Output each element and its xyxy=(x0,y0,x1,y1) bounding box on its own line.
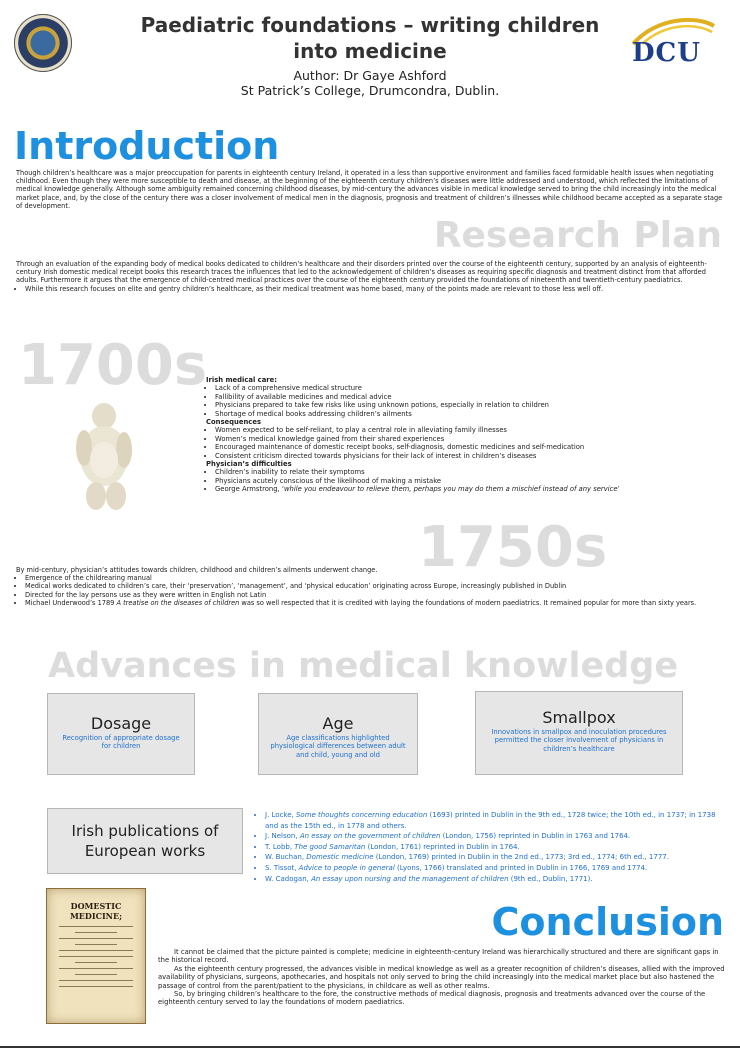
pub-title: Some thoughts concerning education xyxy=(295,811,428,819)
bottom-divider xyxy=(0,1046,740,1048)
list-item xyxy=(265,810,729,831)
list-item: • Women’s medical knowledge gained from their shared experiences xyxy=(215,435,726,443)
smallpox-box xyxy=(475,691,683,775)
list-item: • Physicians prepared to take few risks like using unknown potions, especially in relation to children xyxy=(215,401,726,409)
list-item: • Children’s inability to relate their symptoms xyxy=(215,468,726,476)
dcu-logo xyxy=(628,14,718,70)
underwood-suffix: was so well respected that it is credited with laying the foundations of modern paediatrics. It remained popular for more than sixty years. xyxy=(239,598,697,607)
list-item xyxy=(265,852,729,863)
underwood-prefix: Michael Underwood’s 1789 xyxy=(25,598,117,607)
pub-title: The good Samaritan xyxy=(294,842,366,851)
pub-details: (London, 1761) reprinted in Dublin in 1764. xyxy=(365,842,520,851)
book-title: DOMESTIC MEDICINE; xyxy=(69,901,123,921)
list-item: • Physicians acutely conscious of the likelihood of making a mistake xyxy=(215,477,726,485)
dosage-text: Recognition of appropriate dosage for children xyxy=(62,734,180,751)
heading-1750s: 1750s xyxy=(418,515,608,580)
list-item: • Medical works dedicated to children’s care, their ‘preservation’, ‘management’, and ‘physical education’ originating across Europe, increasingly published in Dublin xyxy=(25,582,728,590)
irish-publications-box xyxy=(47,808,243,874)
pub-title: An essay upon nursing and the management of children xyxy=(311,874,509,883)
advances-heading: Advances in medical knowledge xyxy=(48,646,679,686)
underwood-item xyxy=(25,599,728,607)
child-sculpture-image xyxy=(64,400,146,512)
pub-author: J. Locke, xyxy=(265,811,296,819)
consequences-title: Consequences xyxy=(206,418,261,427)
smallpox-text: Innovations in smallpox and inoculation procedures permitted the closer involvement of physicians in children’s healthcare xyxy=(491,728,667,753)
pub-details: (London, 1769) printed in Dublin in the 2nd ed., 1773; 3rd ed., 1774; 6th ed., 1777. xyxy=(373,853,669,862)
quote-suffix: ’ xyxy=(617,485,620,494)
conclusion-paragraph: It cannot be claimed that the picture painted is complete; medicine in eighteenth-century Ireland was hierarchically structured and there are significant gaps in the historical record. xyxy=(158,948,719,965)
quote-text: while you endeavour to relieve them, perhaps you may do them a mischief instead of any service xyxy=(284,485,618,494)
title-line-2: into medicine xyxy=(293,39,447,63)
age-title: Age xyxy=(322,714,354,733)
pub-details: (London, 1756) reprinted in Dublin in 1763 and 1764. xyxy=(440,832,631,841)
list-item: • Women expected to be self-reliant, to play a central role in alleviating family illnesses xyxy=(215,426,726,434)
pub-details: (9th ed., Dublin, 1771). xyxy=(508,874,593,883)
heading-1700s: 1700s xyxy=(18,333,208,398)
conclusion-paragraph: As the eighteenth century progressed, the advances visible in medical knowledge as well as a greater recognition of children’s diseases, allied with the improved availability of physicians, surgeons, apothecaries, and hospitals not only served to bring the child increasingly into the medical market place but also hastened the passage of control from the parent/patient to the physicians, in childcare as well as other realms. xyxy=(158,964,725,990)
1700s-list xyxy=(206,376,726,494)
research-plan-block xyxy=(16,260,728,293)
dosage-title: Dosage xyxy=(90,714,152,733)
quote-prefix: George Armstrong, ‘ xyxy=(215,485,284,494)
list-item: • Encouraged maintenance of domestic receipt books, self-diagnosis, domestic medicines and self-medication xyxy=(215,443,726,451)
pub-author: W. Buchan, xyxy=(265,853,307,862)
introduction-heading: Introduction xyxy=(14,124,280,168)
research-plan-text: Through an evaluation of the expanding body of medical books dedicated to children’s healthcare and their disorders printed over the course of the eighteenth century, supported by an analysis of eighteenth-century Irish domestic medical receipt books this research traces the influences that led to the acknowledgement of children’s diseases as requiring specific diagnosis and treatment distinct from that afforded adults. Furthermore it argues that the emergence of child-centred medical practices over the course of the eighteenth century provided the foundations of nineteenth and twentieth-century paediatrics. xyxy=(16,260,707,285)
list-item: • Emergence of the childrearing manual xyxy=(25,574,728,582)
list-item: • Directed for the lay persons use as they were written in English not Latin xyxy=(25,591,728,599)
list-item: • Consistent criticism directed towards physicians for their lack of interest in children’s diseases xyxy=(215,452,726,460)
dcu-logo-text: DCU xyxy=(632,38,701,68)
introduction-text: Though children’s healthcare was a major preoccupation for parents in eighteenth century Ireland, it operated in a less than supportive environment and families faced formidable health issues when negotiating childhood. Even though they were more susceptible to death and disease, at the beginning of the eighteenth century children’s diseases were little addressed and understood, which reflected the limitations of medical knowledge generally. Although some ambiguity remained concerning childhood diseases, by mid-century the advances visible in medical knowledge served to bring the child increasingly into the medical market place, and, by the close of the century there was a closer involvement of medical men in the diagnosis, prognosis and treatment of children’s illnesses while childhood became accepted as a separate stage of development. xyxy=(16,169,723,210)
author-block xyxy=(110,68,630,98)
publications-list xyxy=(255,810,729,884)
author-affiliation: St Patrick’s College, Drumcondra, Dublin. xyxy=(240,83,500,98)
pub-author: J. Nelson, xyxy=(265,832,300,841)
list-item xyxy=(265,874,729,885)
research-plan-heading: Research Plan xyxy=(433,215,722,256)
pub-title: An essay on the government of children xyxy=(299,832,441,841)
dosage-box xyxy=(47,693,195,775)
research-plan-bullet: • While this research focuses on elite and gentry children’s healthcare, as their medical treatment was home based, many of the points made are relevant to those less well off. xyxy=(25,285,728,293)
smallpox-title: Smallpox xyxy=(542,708,616,727)
list-item xyxy=(265,863,729,874)
physicians-difficulties-title: Physician’s difficulties xyxy=(206,460,292,469)
conclusion-heading: Conclusion xyxy=(491,900,724,944)
irish-medical-care-title: Irish medical care: xyxy=(206,376,277,384)
title-line-1: Paediatric foundations – writing children xyxy=(140,13,600,37)
pub-title: Domestic medicine xyxy=(306,853,374,862)
list-item: • Lack of a comprehensive medical structure xyxy=(215,384,726,392)
college-seal-logo xyxy=(14,14,72,72)
1750s-block xyxy=(16,566,728,607)
armstrong-quote xyxy=(215,485,726,493)
underwood-title: A treatise on the diseases of children xyxy=(116,598,240,607)
conclusion-text xyxy=(158,948,726,1007)
author-name: Author: Dr Gaye Ashford xyxy=(293,68,447,83)
domestic-medicine-book-image xyxy=(46,888,146,1024)
list-item xyxy=(265,831,729,842)
pub-author: T. Lobb, xyxy=(265,842,295,851)
list-item xyxy=(265,842,729,853)
pub-title: Advice to people in general xyxy=(298,863,395,872)
pub-author: W. Cadogan, xyxy=(265,874,312,883)
conclusion-paragraph: So, by bringing children’s healthcare to the fore, the constructive methods of medical diagnosis, prognosis and treatments advanced over the course of the eighteenth century served to lay the foundations of modern paediatrics. xyxy=(158,990,706,1007)
list-item: • Shortage of medical books addressing children’s ailments xyxy=(215,410,726,418)
list-item: • Fallibility of available medicines and medical advice xyxy=(215,393,726,401)
irish-publications-title: Irish publications of European works xyxy=(71,822,219,860)
age-text: Age classifications highlighted physiological differences between adult and child, young and old xyxy=(270,734,406,759)
1750s-intro: By mid-century, physician’s attitudes towards children, childhood and children’s ailments underwent change. xyxy=(16,566,378,574)
age-box xyxy=(258,693,418,775)
pub-details: (1693) printed in Dublin in the 9th ed., 1728 twice; the 10th ed., in 1737; in 1738 and as the 15th ed., in 1778 and others. xyxy=(265,811,716,830)
poster-title xyxy=(110,12,630,64)
pub-author: S. Tissot, xyxy=(265,863,299,872)
pub-details: (Lyons, 1766) translated and printed in Dublin in 1766, 1769 and 1774. xyxy=(394,863,648,872)
